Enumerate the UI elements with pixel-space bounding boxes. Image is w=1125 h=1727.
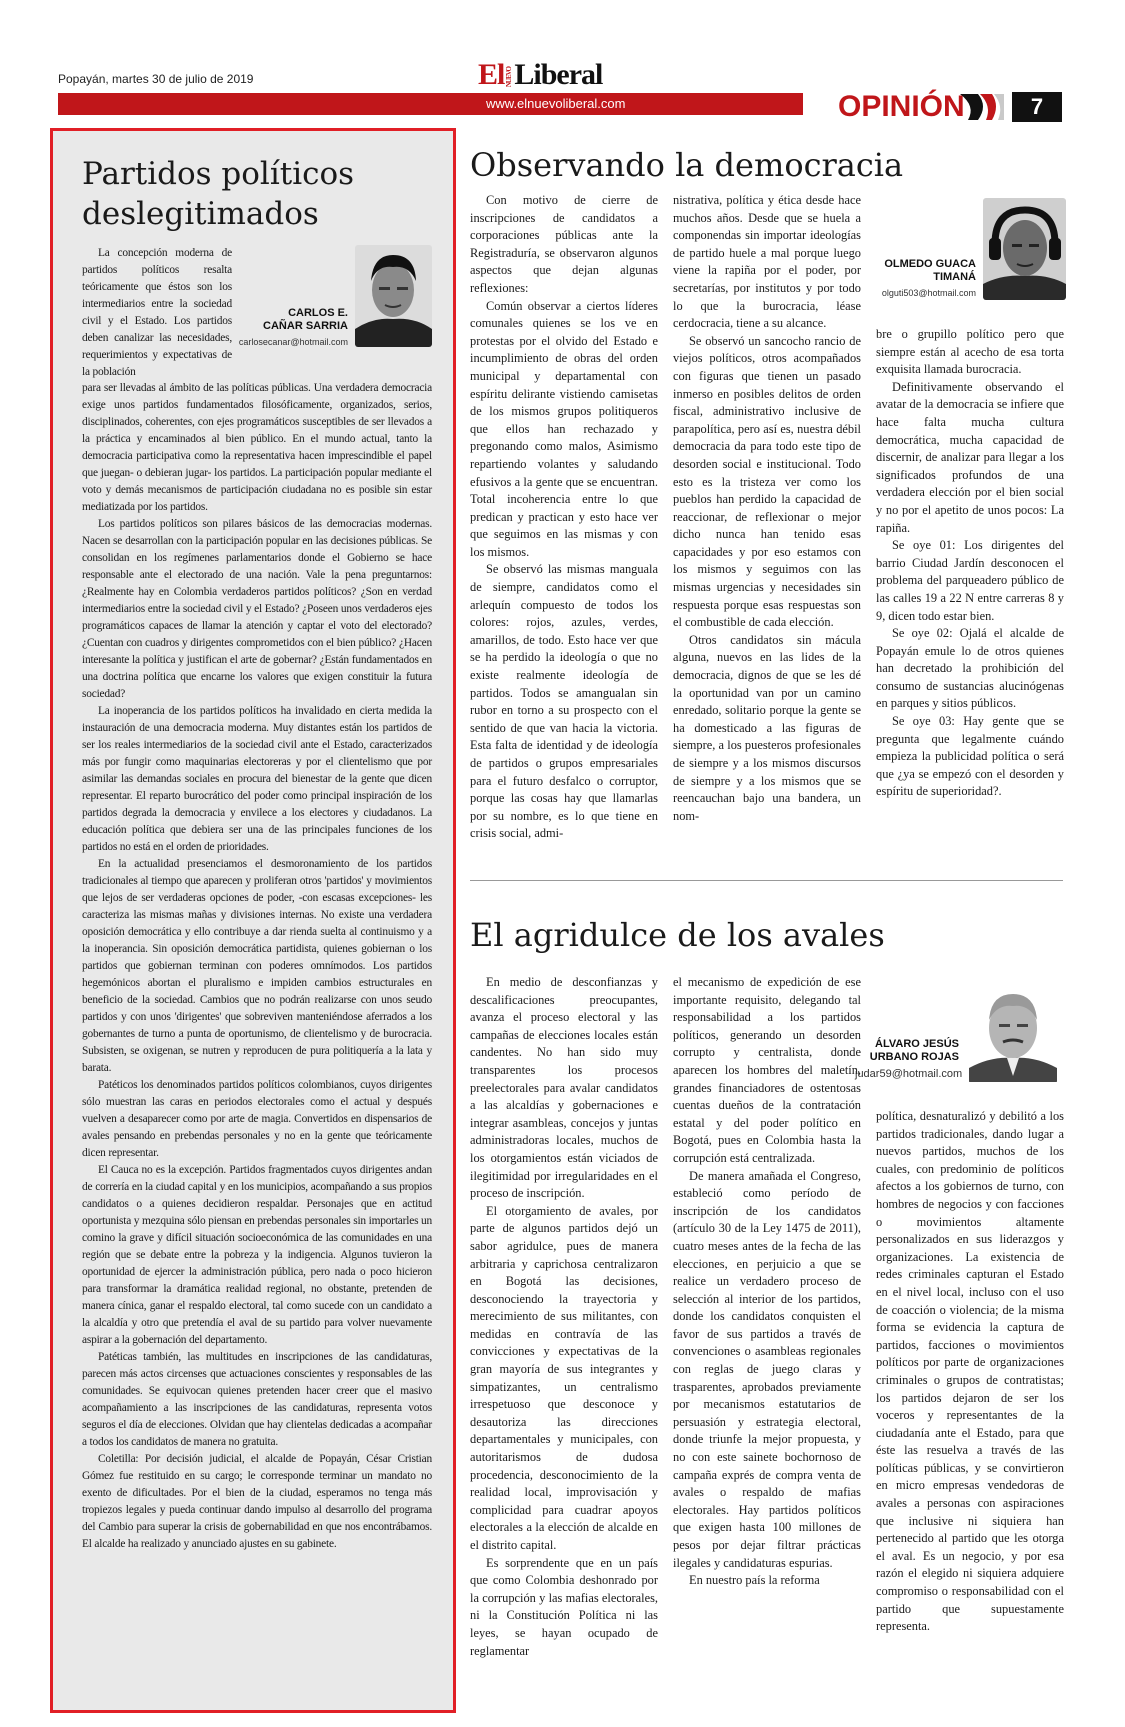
swoosh-icon	[958, 92, 1006, 122]
body-paragraph: Se oye 03: Hay gente que se pregunta que legalmente cuándo empieza la publicidad política o será que ¿ya se empezó con el desorden y espíritu de superioridad?.	[876, 714, 1064, 799]
article-title: Observando la democracia	[470, 146, 904, 184]
article-title: El agridulce de los avales	[470, 916, 885, 954]
body-paragraph: Con motivo de cierre de inscripciones de candidatos a corporaciones públicas ante la Registraduría, se observaron algunos aspectos que dejan algunas reflexiones:	[470, 193, 658, 295]
body-paragraph: nistrativa, política y ética desde hace muchos años. Desde que se huela a componendas sin importar ideologías de partido huele a mal porque luego viene la rapiña por el poder, por secretarías, por institutos y por todo lo que la burocracia, léase cerdocracia, tiene a su alcance.	[673, 193, 861, 331]
body-paragraph: Se oye 02: Ojalá el alcalde de Popayán emule lo de otros quienes han decretado la prohibición del consumo de sustancias alucinógenas en parques y sitios públicos.	[876, 626, 1064, 711]
section-title: OPINIÓN	[838, 90, 965, 123]
page-number: 7	[1012, 92, 1062, 122]
body-paragraph: En nuestro país la reforma	[689, 1573, 820, 1588]
body-paragraph: bre o grupillo político pero que siempre están al acecho de esa torta exquisita llamada burocracia.	[876, 327, 1064, 377]
author-portrait	[983, 198, 1066, 300]
author-email[interactable]: judar59@hotmail.com	[855, 1068, 963, 1080]
author-portrait	[967, 980, 1059, 1082]
body-paragraph: De manera amañada el Congreso, estableció como período de inscripción de los candidatos (artículo 30 de la Ley 1475 de 2011), cuatro meses antes de la fecha de las elecciones, en perjuicio a que se realice un verdadero proceso de selección al interior de los partidos, donde los candidatos conquisten el favor de sus partidos a través de convenciones o asambleas regionales con reglas de juego claras y trasparentes, aprobados previamente por mecanismos estatutarios de persuasión y estrategia electoral, donde triunfe la mejor propuesta, y no con este sainete bochornoso de campaña exprés de compra venta de avales o respaldo de mafias electorales. Hay partidos políticos que exigen hasta 100 millones de pesos por dejar filtrar prácticas ilegales y candidaturas espurias.	[673, 1168, 861, 1570]
body-paragraph: El otorgamiento de avales, por parte de algunos partidos dejó un sabor agridulce, pues de manera arbitraria y caprichosa centralizaron en Bogotá las decisiones, desconociendo la trayectoria y merecimiento de sus militantes, con medidas en contravía de las convicciones y expectativas de la gran mayoría de sus integrantes y simpatizantes, un centralismo irrespetuoso que desconoce y desautoriza las direcciones departamentales y municipales, con autoritarismos de dudosa procedencia, desconocimiento de la realidad local, improvisación y complicidad para cuadrar apoyos electorales a la elección de alcalde en el distrito capital.	[470, 1203, 658, 1552]
lead-continuation: para ser llevadas al ámbito de las políticas públicas. Una verdadera democracia exige unos partidos fundamentados filosóficamente, organizados, serios, disciplinados, coherentes, con ejes programáticos susceptibles de ser llevados a la práctica y encaminados al bien público. En el mundo actual, tanto la democracia participativa como la representativa hacen imprescindible el papel que juegan- o debieran jugar- los partidos. La participación popular mediante el voto y demás mecanismos de participación ciudadana no es posible sin estar mediatizada por los partidos.	[82, 382, 432, 513]
article-lead	[82, 245, 232, 381]
lead-paragraph: La concepción moderna de partidos políticos resalta teóricamente que éstos son los intermediarios entre la sociedad civil y el Estado. Los partidos deben canalizar las necesidades, requerimientos y expectativas de la población	[82, 247, 232, 378]
body-paragraph: Común observar a ciertos líderes comunales quienes se los ve en protestas por el olvido del Estado e incumplimiento de obras del orden municipal y departamental con espíritu delirante vistiendo camisetas de los mismos grupos politiqueros que ellos han rechazado y pregonando como malos, Asimismo repartiendo volantes y saludando efusivos a la gente que se encuentran. Total incoherencia entre lo que predican y practican y esto hace ver que seguimos en las mismas y con los mismos.	[470, 298, 658, 559]
article-column-1	[470, 192, 658, 843]
body-paragraph: El Cauca no es la excepción. Partidos fragmentados cuyos dirigentes andan de correría en la ciudad capital y en los municipios, acompañando a sus propios candidatos o a quienes decidieron respaldar. Personajes que en actitud oportunista y mezquina sólo piensan en prebendas personales sin importarles un comino la grave y difícil situación socioeconómica de las comunidades en una región que se debate entre la pobreza y la indigencia. Algunos tuvieron la oportunidad de ejercer la administración pública, pero nada o poco hicieron para transformar la dramática realidad regional, no obstante, pretenden de manera cínica, ganar el respaldo electoral, tal como sucede con un candidato a la alcaldía y otro que pretendía el aval de su partido para volver nuevamente aspirar a la gobernación del departamento.	[82, 1164, 432, 1346]
body-paragraph: En medio de desconfianzas y descalificaciones preocupantes, avanza el proceso electoral y las campañas de elecciones locales están candentes. No han sido muy transparentes los procesos preelectorales para avalar candidatos a las alcaldías y gobernaciones e integrar asambleas, concejos y juntas administradoras locales, muchos de los otorgamientos están viciados de ilegitimidad por irregularidades en el proceso de inscripción.	[470, 975, 658, 1201]
body-paragraph: Definitivamente observando el avatar de la democracia se infiere que hace falta mucha cultura democrática, mucha capacidad de discernir, de analizar para llegar a los significados profundos de una verdadera elección por el bien social y no por el apetito de unos pocos: La rapiña.	[876, 379, 1064, 535]
body-paragraph: política, desnaturalizó y debilitó a los partidos tradicionales, dando lugar a nuevos partidos, muchos de los cuales, con predominio de políticos afectos a los gobiernos de turno, con hombres de negocios y con facciones o movimientos altamente personalizados en sus liderazgos y organizaciones. La existencia de redes criminales capturan el Estado en el nivel local, incluso con el uso de coacción o violencia; de la misma forma se evidencia la captura de partidos, facciones o movimientos políticos por parte de organizaciones criminales o grupos de contratistas; los partidos dejaron de ser los voceros y representantes de la ciudadanía ante el Estado, para que éste las resuelva a través de las políticas públicas, y se convirtieron en micro empresas vendedoras de avales a personas con aspiraciones que inclusive ni siquiera han pertenecido al partido que les otorga el aval. Es un negocio, y por esa razón el elegido ni siquiera adquiere compromiso o responsabilidad con el partido que supuestamente representa.	[876, 1109, 1064, 1634]
logo-nuevo: NUEVO	[505, 67, 514, 88]
body-paragraph: En la actualidad presenciamos el desmoronamiento de los partidos tradicionales al tiempo que aparecen y proliferan otros 'partidos' y movimientos que lejos de ser verdaderas opciones de poder, -con escasas excepciones- les caracteriza las mismas mañas y divisiones internas. No existe una verdadera oposición democrática y ello contribuye a dar rienda suelta al continuismo y a la inoperancia. Sin oposición democrática partidista, quienes gobiernan o los partidos que gobiernan terminan con poderes omnímodos. Los partidos hegemónicos abortan el pluralismo e impiden cambios estructurales en beneficio de la sociedad. Cambios que no podrán realizarse con unos seudo partidos y con unos 'dirigentes' que sobreviven manteniéndose aferrados a los gobernantes de turno a punta de oportunismo, de clientelismo y de burocracia. Subsisten, se oxigenan, se nutren y reproducen de pura politiquería a la lata y barata.	[82, 858, 432, 1074]
article-title: Partidos políticos deslegitimados	[82, 156, 355, 232]
body-paragraph: Se oye 01: Los dirigentes del barrio Ciudad Jardín desconocen el problema del parqueadero público de las calles 19 a 22 N entre carreras 8 y 9, dicen todo estar bien.	[876, 538, 1064, 623]
author-portrait	[355, 245, 432, 347]
author-name-line2: CAÑAR SARRIA	[263, 320, 348, 332]
author-email[interactable]: olguti503@hotmail.com	[881, 288, 976, 298]
newspaper-logo[interactable]	[478, 58, 638, 90]
body-paragraph: Patéticos los denominados partidos políticos colombianos, cuyos dirigentes sólo muestran las caras en periodos electorales como el actual y después vuelven a desaparecer como por arte de magia. Convertidos en dispensarios de avales pensando en prebendas personales y no en la gente que teóricamente dicen representar.	[82, 1079, 432, 1159]
body-paragraph: Otros candidatos sin mácula alguna, nuevos en las lides de la democracia, dignos de que se les dé la oportunidad van por un camino enredado, solitario porque la gente se ha domesticado a las figuras de siempre, a los puesteros profesionales de siempre y a los mismos discursos de siempre y a los mismos que se reencauchan bajo una bandera, un nom-	[673, 632, 861, 823]
site-url[interactable]: www.elnuevoliberal.com	[486, 96, 626, 111]
date-line: Popayán, martes 30 de julio de 2019	[58, 72, 254, 86]
logo-liberal: Liberal	[514, 58, 603, 91]
article-column-3	[876, 1108, 1064, 1636]
article-body	[82, 380, 432, 1553]
author-name-line2: URBANO ROJAS	[869, 1051, 959, 1063]
article-column-2	[673, 192, 861, 825]
author-name-line2: TIMANÁ	[933, 271, 976, 283]
author-email[interactable]: carlosecanar@hotmail.com	[238, 337, 348, 347]
author-byline	[855, 1038, 963, 1080]
logo-el: El	[478, 58, 505, 91]
article-column-1	[470, 974, 658, 1660]
body-paragraph: el mecanismo de expedición de ese importante requisito, delegando tal responsabilidad a los partidos políticos, generando un desorden corrupto y centralista, donde aparecen los hombres del maletín, grandes financiadores de ostentosas cuentas dueños de la contratación estatal y del poder político en Bogotá, pues en Colombia hasta la corrupción está centralizada.	[673, 975, 861, 1165]
author-name-line1: OLMEDO GUACA	[884, 258, 976, 270]
body-paragraph: Patéticas también, las multitudes en inscripciones de las candidaturas, parecen más actos circenses que actuaciones conscientes y responsables de las comunidades. Se equivocan quienes pretenden hacer creer que el masivo acompañamiento a las inscripciones de las candidaturas, representa votos seguros el día de elecciones. Olvidan que hay clientelas dedicadas a acompañar a todos los candidatos de manera no gratuita.	[82, 1351, 432, 1448]
header-red-bar	[58, 93, 803, 115]
author-name-line1: CARLOS E.	[288, 307, 348, 319]
author-name-line1: ÁLVARO JESÚS	[875, 1038, 959, 1050]
body-paragraph: Coletilla: Por decisión judicial, el alcalde de Popayán, César Cristian Gómez fue restituido en su cargo; le corresponde terminar un mandato no exento de dificultades. Por el bien de la ciudad, esperamos no tenga más tropiezos legales y pueda continuar dando impulso al desarrollo del programa del Cambio para superar la crisis de gobernabilidad en que nos encontrábamos. El alcalde ha realizado y anunciado ajustes en su gabinete.	[82, 1453, 432, 1550]
body-paragraph: La inoperancia de los partidos políticos ha invalidado en cierta medida la instauración de una democracia moderna. Muy distantes están los partidos de ser los reales intermediarios de la sociedad civil ante el Estado, caracterizados más por fungir como maquinarias electoreras y por el clientelismo que por asimilar las demandas sociales en procura del bienestar de la gente que dicen representar. El reparto burocrático del poder como principal inspiración de los partidos degrada la democracia y envilece a los electores y ciudadanos. La educación política que debiera ser una de las principales funciones de los partidos no está en el orden de prioridades.	[82, 705, 432, 853]
body-paragraph: Los partidos políticos son pilares básicos de las democracias modernas. Nacen se desarrollan con la participación popular en las decisiones públicas. Se consolidan en los regímenes parlamentarios donde el Gobierno se hace responsable ante el electorado de una nación. Vale la pena preguntarnos: ¿Realmente hay en Colombia verdaderos partidos políticos? ¿Son en verdad intermediarios entre la sociedad civil y el Estado? ¿Poseen unos verdaderos ejes programáticos capaces de llamar la atención y captar el voto del electorado? ¿Cuentan con cuadros y dirigentes comprometidos con el bien público? ¿Hacen interesante la política y justifican el arte de gobernar? ¿Están fundamentados en una doctrina política que encarne los valores que exigen constituir la futura sociedad?	[82, 518, 432, 700]
author-byline	[236, 307, 348, 347]
section-divider	[470, 880, 1063, 881]
body-paragraph: Se observó un sancocho rancio de viejos políticos, otros acompañados con figuras que tienen un pasado inmerso en posibles delitos de orden fiscal, administrativo inclusive de parapolítica, pero así es, nuestra débil democracia da para todo este tipo de desorden social e institucional. Todo esto es la tristeza ver como los pueblos han perdido la capacidad de reaccionar, de reflexionar o mejor dicho nunca han tenido esas capacidades y por eso estamos con los mismos y seguimos con las mismas urgencias y necesidades sin respuesta porque esas respuestas son el combustible de cada elección.	[673, 333, 861, 630]
body-paragraph: Se observó las mismas manguala de siempre, candidatos como el arlequín compuesto de todos los colores: rojos, azules, verdes, amarillos, de todo. Esto hace ver que se ha perdido la ideología o que no existe realmente ideología de partidos. Todos se amangualan sin rubor en torno a su prospecto con el sentido de que van hacia la victoria. Esta falta de identidad y de ideología de partidos o grupos empresariales para el futuro desfalco o corruptor, porque las cosas hay que llamarlas por su nombre, es lo que tiene en crisis social, admi-	[470, 562, 658, 841]
article-column-2	[673, 974, 861, 1590]
author-byline	[876, 258, 976, 298]
article-column-3	[876, 326, 1064, 801]
body-paragraph: Es sorprendente que en un país que como Colombia deshonrado por la corrupción y las mafias electorales, ni la Constitución Política ni las leyes, se hayan ocupado de reglamentar	[470, 1555, 658, 1658]
